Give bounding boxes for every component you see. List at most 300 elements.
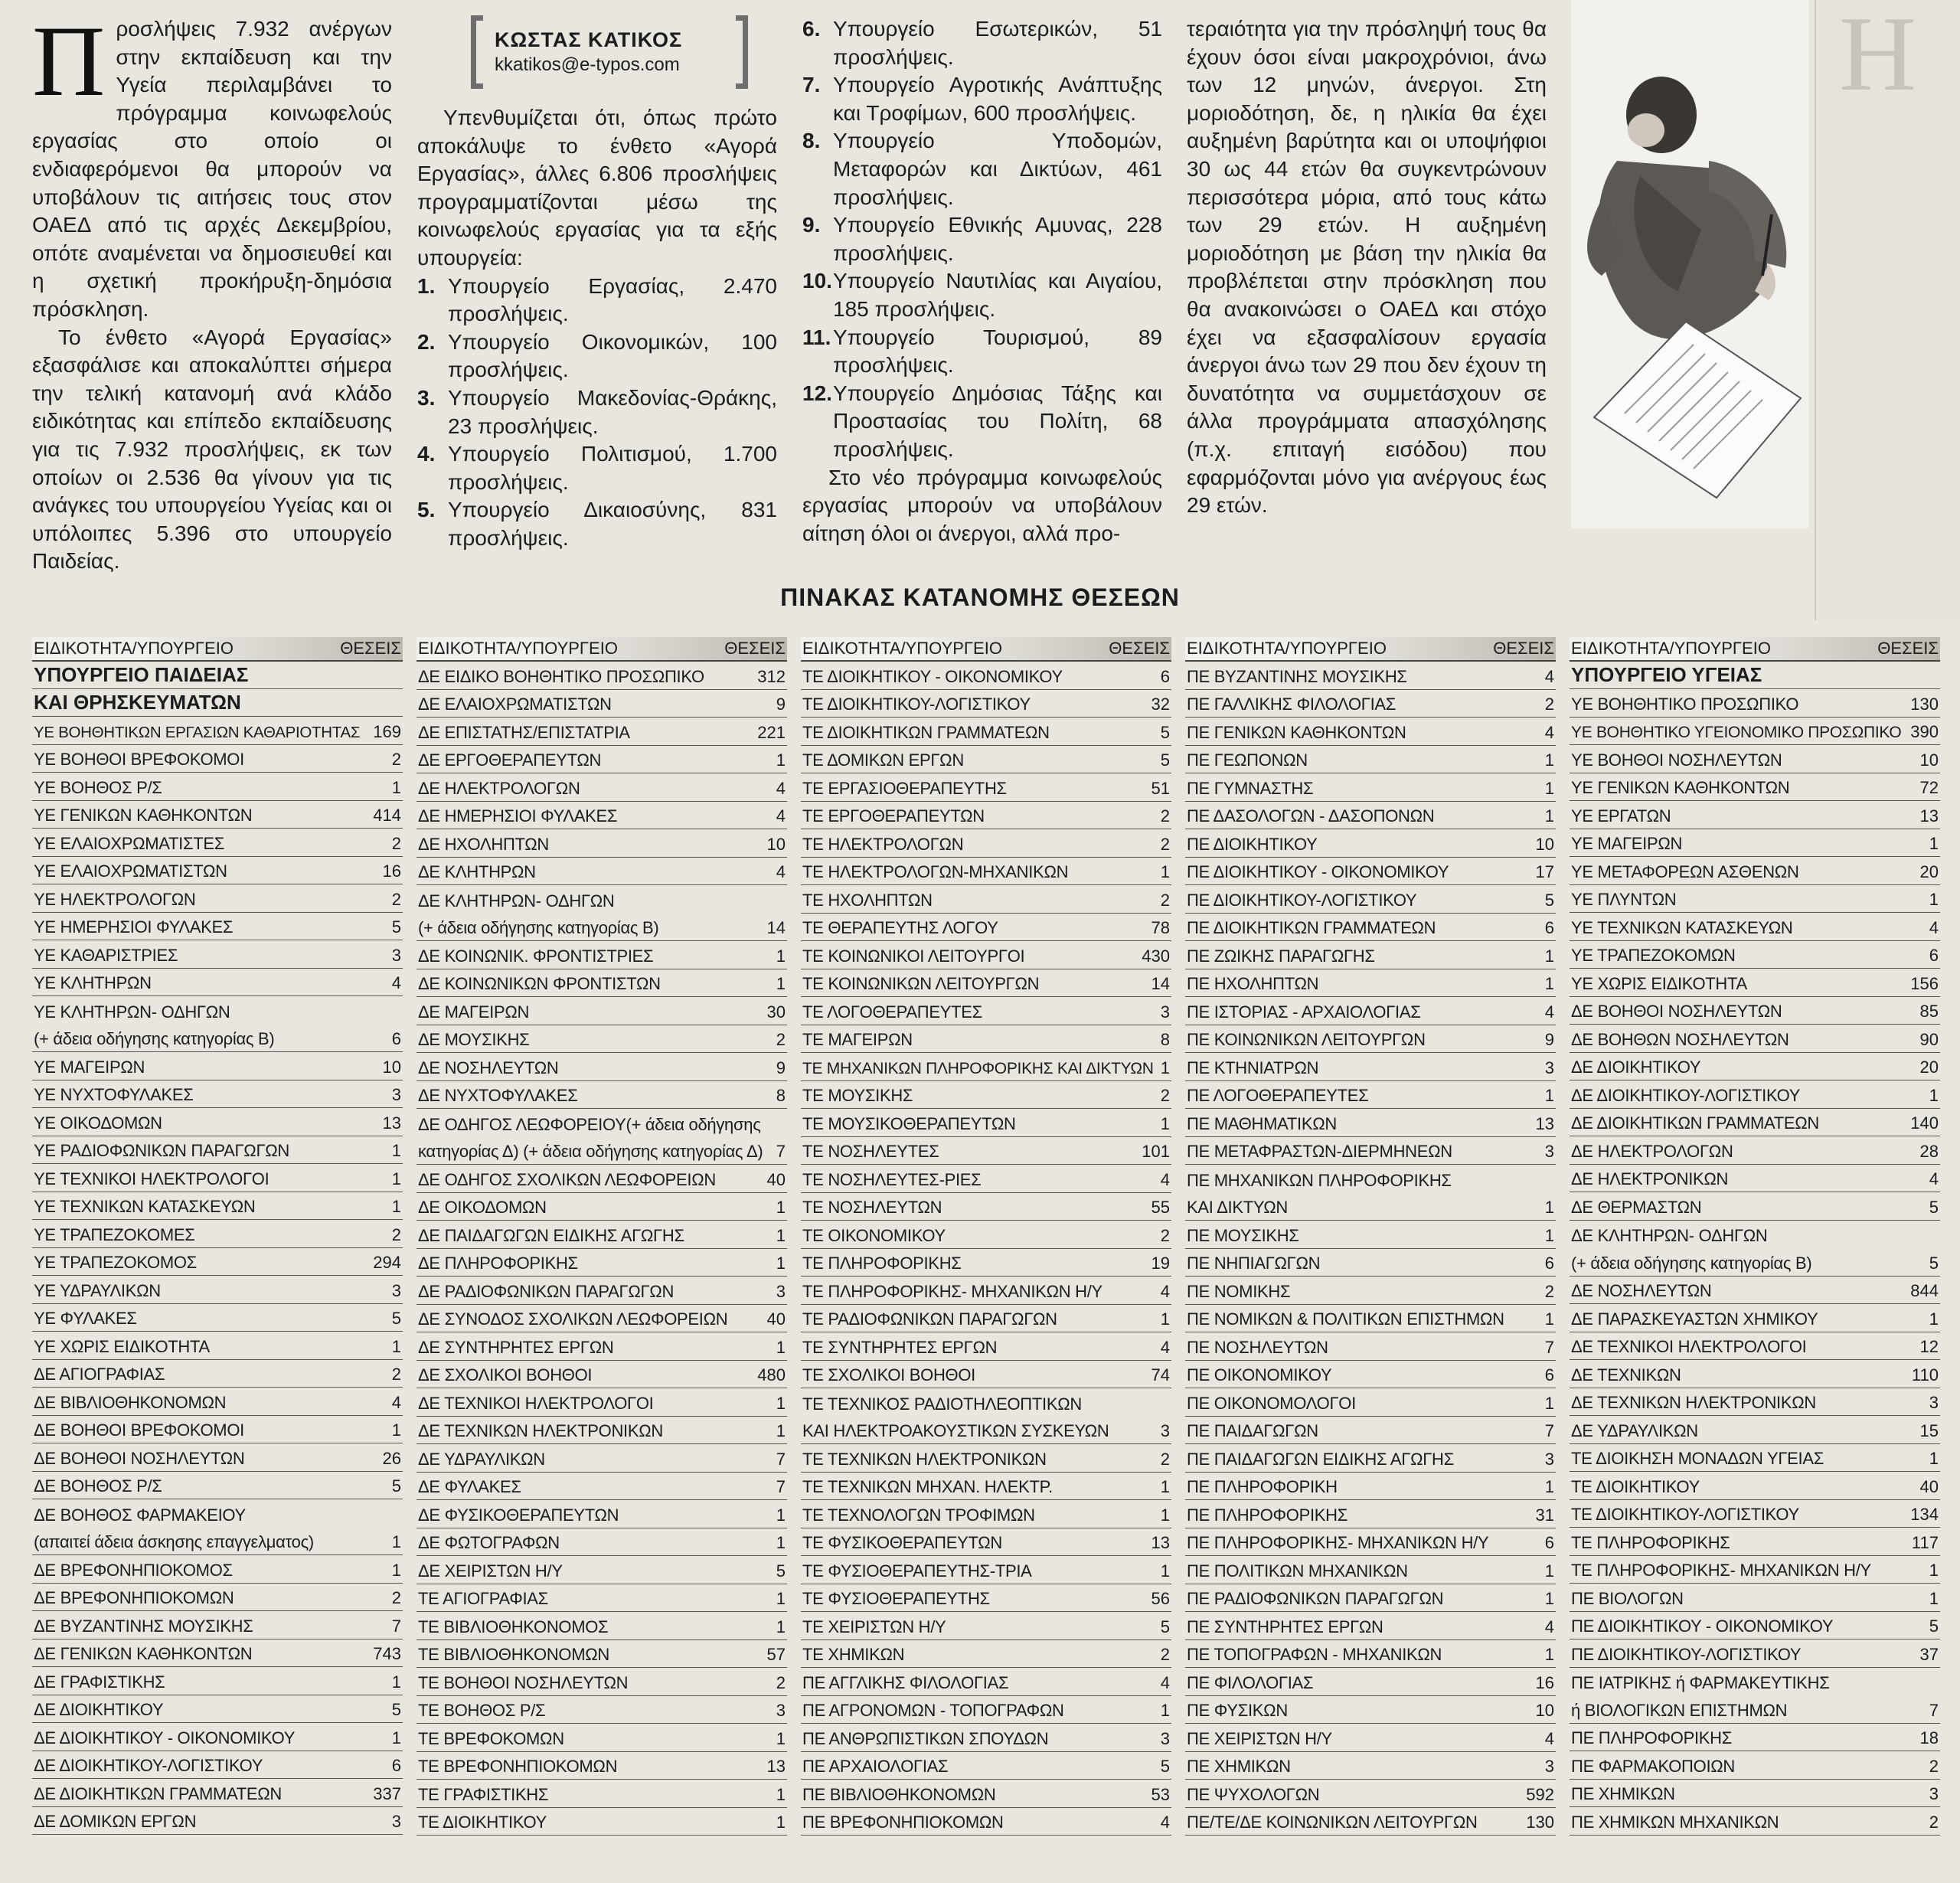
positions-count: 1: [776, 1337, 786, 1357]
table-row: [1185, 1081, 1556, 1110]
specialty-label: ΠΕ ΠΛΗΡΟΦΟΡΙΚΗ: [1187, 1477, 1338, 1496]
specialty-label: ΔΕ ΔΙΟΙΚΗΤΙΚΟΥ-ΛΟΓΙΣΤΙΚΟΥ: [1571, 1085, 1801, 1105]
positions-count: 1: [1929, 1449, 1939, 1468]
specialty-label: ΤΕ ΝΟΣΗΛΕΥΤΕΣ-ΡΙΕΣ: [802, 1169, 982, 1189]
table-row: [1185, 802, 1556, 830]
specialty-label: ΠΕ ΚΟΙΝΩΝΙΚΩΝ ΛΕΙΤΟΥΡΓΩΝ: [1187, 1030, 1426, 1049]
positions-count: 1: [1929, 1309, 1939, 1329]
table-column-1: [32, 637, 403, 1835]
specialty-label: ΠΕ ΖΩΙΚΗΣ ΠΑΡΑΓΩΓΗΣ: [1187, 946, 1375, 966]
positions-count: 4: [391, 1392, 401, 1412]
specialty-label: ΠΕ ΓΥΜΝΑΣΤΗΣ: [1187, 778, 1314, 798]
specialty-label: ΠΕ ΓΕΝΙΚΩΝ ΚΑΘΗΚΟΝΤΩΝ: [1187, 722, 1406, 742]
table-row: [1185, 1193, 1556, 1221]
positions-count: 3: [391, 1085, 401, 1104]
specialty-label: ΠΕ ΧΕΙΡΙΣΤΩΝ Η/Υ: [1187, 1728, 1332, 1748]
header-specialty: ΕΙΔΙΚΟΤΗΤΑ/ΥΠΟΥΡΓΕΙΟ: [34, 639, 234, 658]
lead-text: ροσλήψεις 7.932 ανέργων στην εκπαίδευση και την Υγεία περιλαμβάνει το πρόγραμμα κοινωφελούς εργασίας στο οποίο οι ενδιαφερόμενοι θα μπορούν να υποβάλουν τις αιτήσεις τους στον ΟΑΕΔ από τις αρχές Δεκεμβρίου, οπότε αναμένεται να δημοσιευθεί και η σχετική προκήρυξη-δημόσια πρόσκληση.: [32, 17, 392, 321]
table-row: [1570, 1332, 1940, 1361]
specialty-label: ΔΕ ΒΟΗΘΟΙ ΒΡΕΦΟΚΟΜΟΙ: [34, 1420, 244, 1440]
positions-count: 1: [776, 750, 786, 770]
positions-count: 3: [1929, 1784, 1939, 1803]
positions-count: 5: [1160, 750, 1170, 770]
specialty-label: ΤΕ ΔΙΟΙΚΗΣΗ ΜΟΝΑΔΩΝ ΥΓΕΙΑΣ: [1571, 1449, 1824, 1468]
table-title: ΠΙΝΑΚΑΣ ΚΑΤΑΝΟΜΗΣ ΘΕΣΕΩΝ: [780, 584, 1180, 611]
positions-count: 1: [391, 1141, 401, 1160]
table-row: [32, 773, 403, 801]
specialty-label: ΠΕ ΠΑΙΔΑΓΩΓΩΝ ΕΙΔΙΚΗΣ ΑΓΩΓΗΣ: [1187, 1449, 1454, 1469]
positions-count: 31: [1535, 1505, 1554, 1525]
header-specialty: ΕΙΔΙΚΟΤΗΤΑ/ΥΠΟΥΡΓΕΙΟ: [802, 639, 1002, 658]
specialty-label: ΠΕ ΟΙΚΟΝΟΜΙΚΟΥ: [1187, 1365, 1332, 1384]
positions-count: 1: [1160, 1477, 1170, 1496]
table-row: [416, 1528, 787, 1557]
table-row: [801, 690, 1171, 718]
table-row: [1185, 662, 1556, 690]
table-row: [1570, 1724, 1940, 1752]
table-row: [32, 1136, 403, 1165]
table-row: [1570, 1780, 1940, 1808]
positions-count: 2: [1929, 1756, 1939, 1776]
closing-paragraph: Στο νέο πρόγραμμα κοινωφελούς εργασίας μπορούν να υποβάλουν αίτηση όλοι οι άνεργοι, αλλά προ-: [802, 465, 1162, 545]
table-row: [1570, 1165, 1940, 1193]
positions-count: 337: [373, 1783, 401, 1803]
positions-count: 6: [1929, 946, 1939, 965]
specialty-label: ΤΕ ΜΟΥΣΙΚΟΘΕΡΑΠΕΥΤΩΝ: [802, 1113, 1016, 1133]
positions-count: 2: [1160, 1086, 1170, 1105]
positions-count: 4: [1160, 1337, 1170, 1357]
positions-count: 6: [391, 1756, 401, 1775]
positions-count: 1: [776, 1589, 786, 1608]
specialty-label: ΔΕ ΒΡΕΦΟΝΗΠΙΟΚΟΜΩΝ: [34, 1588, 234, 1607]
positions-count: 5: [1160, 722, 1170, 742]
table-row: [1570, 1528, 1940, 1556]
positions-count: 1: [1160, 1701, 1170, 1720]
ministry-text: Υπουργείο Οικονομικών, 100 προσλήψεις.: [448, 329, 777, 382]
table-header: [1185, 637, 1556, 662]
ministries-list-part-1: [417, 273, 777, 553]
specialty-label: ΔΕ ΜΑΓΕΙΡΩΝ: [418, 1002, 530, 1022]
ministry-text: Υπουργείο Ναυτιλίας και Αιγαίου, 185 προσλήψεις.: [833, 269, 1162, 321]
specialty-label: ΠΕ ΔΙΟΙΚΗΤΙΚΟΥ: [1187, 834, 1318, 854]
table-row: [801, 1724, 1171, 1752]
specialty-label: ΥΕ ΒΟΗΘΗΤΙΚΩΝ ΕΡΓΑΣΙΩΝ ΚΑΘΑΡΙΟΤΗΤΑΣ: [34, 723, 361, 741]
positions-count: 1: [391, 1560, 401, 1580]
ministry-section-heading: ΚΑΙ ΘΡΗΣΚΕΥΜΑΤΩΝ: [32, 689, 403, 717]
specialty-label: ΤΕ ΣΥΝΤΗΡΗΤΕΣ ΕΡΓΩΝ: [802, 1337, 998, 1357]
positions-count: 1: [1544, 1198, 1554, 1217]
table-row: [416, 914, 787, 942]
positions-count: 312: [757, 666, 786, 686]
positions-count: 4: [1544, 666, 1554, 686]
specialty-label: ΠΕ ΝΗΠΙΑΓΩΓΩΝ: [1187, 1254, 1321, 1273]
ministry-text: Υπουργείο Πολιτισμού, 1.700 προσλήψεις.: [448, 442, 777, 494]
specialty-label: ΤΕ ΕΡΓΟΘΕΡΑΠΕΥΤΩΝ: [802, 806, 985, 825]
table-row: [801, 1612, 1171, 1640]
table-row: [1570, 829, 1940, 858]
specialty-label: ΔΕ ΒΡΕΦΟΝΗΠΙΟΚΟΜΟΣ: [34, 1560, 233, 1580]
specialty-label: ΥΕ ΒΟΗΘΟΙ ΝΟΣΗΛΕΥΤΩΝ: [1571, 750, 1782, 770]
ministry-number: 11.: [802, 325, 831, 349]
ministry-text: Υπουργείο Δικαιοσύνης, 831 προσλήψεις.: [448, 498, 777, 550]
table-row: [801, 1165, 1171, 1193]
table-row: [1570, 1807, 1940, 1836]
header-positions: ΘΕΣΕΙΣ: [1493, 639, 1554, 658]
table-row: [1185, 1277, 1556, 1305]
table-row: [1570, 1751, 1940, 1780]
positions-count: 2: [1160, 1645, 1170, 1664]
positions-count: 2: [391, 1365, 401, 1384]
specialty-label: ΔΕ ΗΛΕΚΤΡΟΝΙΚΩΝ: [1571, 1169, 1729, 1188]
intro-paragraph: Υπενθυμίζεται ότι, όπως πρώτο αποκάλυψε το ένθετο «Αγορά Εργασίας», άλλες 6.806 προσλήψεις προγραμματίζονται μέσω της κοινωφελούς εργασίας για τα εξής υπουργεία:: [417, 106, 777, 270]
positions-count: 7: [1544, 1421, 1554, 1440]
author-email: kkatikos@e-typos.com: [495, 54, 680, 75]
table-row: [1570, 1584, 1940, 1612]
positions-count: 6: [1544, 1365, 1554, 1384]
table-row: [801, 1053, 1171, 1081]
positions-count: 1: [1160, 1058, 1170, 1077]
specialty-label: ΔΕ ΔΟΜΙΚΩΝ ΕΡΓΩΝ: [34, 1812, 197, 1831]
specialty-label: ΤΕ ΠΛΗΡΟΦΟΡΙΚΗΣ- ΜΗΧΑΝΙΚΩΝ Η/Υ: [802, 1281, 1102, 1301]
specialty-label: ΥΕ ΟΙΚΟΔΟΜΩΝ: [34, 1113, 162, 1133]
ministry-item: [802, 127, 1162, 211]
specialty-label: ΤΕ ΘΕΡΑΠΕΥΤΗΣ ΛΟΓΟΥ: [802, 918, 998, 937]
positions-count: 40: [766, 1169, 786, 1189]
specialty-label: ΔΕ ΚΛΗΤΗΡΩΝ- ΟΔΗΓΩΝ: [418, 891, 615, 910]
positions-count: 2: [1160, 1449, 1170, 1469]
positions-count: 4: [1160, 1169, 1170, 1189]
specialty-label: ΠΕ ΡΑΔΙΟΦΩΝΙΚΩΝ ΠΑΡΑΓΩΓΩΝ: [1187, 1589, 1444, 1608]
table-row: [801, 746, 1171, 774]
table-row: [801, 1696, 1171, 1724]
article-column-4: [1187, 15, 1547, 520]
specialty-label: ΠΕ ΙΣΤΟΡΙΑΣ - ΑΡΧΑΙΟΛΟΓΙΑΣ: [1187, 1002, 1421, 1022]
specialty-label: ΤΕ ΔΙΟΙΚΗΤΙΚΟΥ-ΛΟΓΙΣΤΙΚΟΥ: [802, 695, 1031, 714]
specialty-label: ΔΕ ΥΔΡΑΥΛΙΚΩΝ: [418, 1449, 545, 1469]
table-row: [416, 1752, 787, 1780]
specialty-label: ΔΕ ΘΕΡΜΑΣΤΩΝ: [1571, 1197, 1702, 1217]
positions-count: 1: [1160, 1113, 1170, 1133]
positions-count: 2: [776, 1030, 786, 1049]
article-column-1: [32, 5, 392, 576]
positions-count: 14: [766, 918, 786, 937]
table-row: [416, 885, 787, 914]
specialty-label: ΤΕ ΚΟΙΝΩΝΙΚΟΙ ΛΕΙΤΟΥΡΓΟΙ: [802, 946, 1025, 966]
table-row: [416, 1444, 787, 1473]
table-row: [1185, 914, 1556, 942]
positions-count: 74: [1151, 1365, 1170, 1384]
positions-count: 3: [1544, 1449, 1554, 1469]
table-row: [32, 884, 403, 913]
specialty-label: ΔΕ ΚΛΗΤΗΡΩΝ- ΟΔΗΓΩΝ: [1571, 1226, 1768, 1245]
positions-count: 78: [1151, 918, 1170, 937]
table-row: [32, 829, 403, 857]
positions-count: 5: [1929, 1197, 1939, 1217]
positions-count: 3: [776, 1281, 786, 1301]
specialty-label: ΔΕ ΔΙΟΙΚΗΤΙΚΟΥ: [1571, 1058, 1701, 1077]
table-row: [416, 1780, 787, 1808]
positions-count: 1: [776, 1421, 786, 1440]
table-row: [1185, 1137, 1556, 1165]
specialty-label: ΔΕ ΕΠΙΣΤΑΤΗΣ/ΕΠΙΣΤΑΤΡΙΑ: [418, 722, 630, 742]
positions-count: 10: [1535, 1701, 1554, 1720]
ministry-item: [802, 267, 1162, 323]
specialty-label: ΠΕ ΦΙΛΟΛΟΓΙΑΣ: [1187, 1672, 1314, 1692]
positions-count: 1: [776, 1617, 786, 1636]
positions-count: 5: [391, 1309, 401, 1328]
specialty-label: ΥΕ ΚΛΗΤΗΡΩΝ: [34, 973, 152, 992]
table-row: [1185, 773, 1556, 802]
positions-count: 130: [1910, 694, 1939, 714]
table-row: [32, 940, 403, 969]
ministry-section-heading: ΥΠΟΥΡΓΕΙΟ ΠΑΙΔΕΙΑΣ: [32, 662, 403, 689]
positions-count: 1: [1544, 806, 1554, 825]
specialty-label: ΠΕ ΔΙΟΙΚΗΤΙΚΟΥ - ΟΙΚΟΝΟΜΙΚΟΥ: [1571, 1617, 1834, 1636]
table-row: [32, 1108, 403, 1136]
table-row: [801, 1025, 1171, 1054]
specialty-label: ΔΕ ΣΥΝΟΔΟΣ ΣΧΟΛΙΚΩΝ ΛΕΩΦΟΡΕΙΩΝ: [418, 1309, 728, 1329]
table-row: [1185, 1612, 1556, 1640]
table-row: [32, 1416, 403, 1444]
table-row: [32, 1025, 403, 1053]
positions-count: 1: [391, 1420, 401, 1440]
ministry-number: 4.: [417, 442, 436, 466]
specialty-label: ΔΕ ΟΙΚΟΔΟΜΩΝ: [418, 1198, 547, 1217]
positions-count: 5: [391, 1476, 401, 1496]
table-row: [1185, 1752, 1556, 1780]
table-row: [801, 941, 1171, 969]
specialty-label: ΤΕ ΚΟΙΝΩΝΙΚΩΝ ΛΕΙΤΟΥΡΓΩΝ: [802, 974, 1040, 993]
article-column-3: [802, 15, 1162, 548]
table-row: [1570, 857, 1940, 885]
specialty-label: ΠΕ ΔΙΟΙΚΗΤΙΚΩΝ ΓΡΑΜΜΑΤΕΩΝ: [1187, 918, 1436, 937]
specialty-label: ΔΕ ΕΛΑΙΟΧΡΩΜΑΤΙΣΤΩΝ: [418, 695, 612, 714]
table-row: [32, 996, 403, 1025]
specialty-label: ΔΕ ΔΙΟΙΚΗΤΙΚΩΝ ΓΡΑΜΜΑΤΕΩΝ: [1571, 1113, 1820, 1133]
ministry-number: 8.: [802, 129, 821, 153]
ministry-item: [417, 273, 777, 329]
table-row: [416, 1640, 787, 1669]
positions-count: 2: [1160, 834, 1170, 854]
specialty-label: ΠΕ ΜΟΥΣΙΚΗΣ: [1187, 1225, 1299, 1245]
ministry-number: 5.: [417, 498, 436, 522]
positions-count: 13: [382, 1113, 401, 1133]
specialty-label: ΥΕ ΥΔΡΑΥΛΙΚΩΝ: [34, 1280, 161, 1300]
positions-count: 4: [1544, 1002, 1554, 1022]
positions-count: 51: [1151, 778, 1170, 798]
positions-count: 3: [391, 945, 401, 965]
specialty-label: ΤΕ ΦΥΣΙΚΟΘΕΡΑΠΕΥΤΩΝ: [802, 1533, 1002, 1552]
specialty-label: ΥΕ ΕΡΓΑΤΩΝ: [1571, 806, 1671, 825]
positions-count: 3: [391, 1280, 401, 1300]
specialty-label: ΤΕ ΤΕΧΝΙΚΩΝ ΜΗΧΑΝ. ΗΛΕΚΤΡ.: [802, 1477, 1053, 1496]
specialty-label: ΠΕ ΜΕΤΑΦΡΑΣΤΩΝ-ΔΙΕΡΜΗΝΕΩΝ: [1187, 1142, 1452, 1161]
ministry-item: [802, 324, 1162, 380]
table-row: [1570, 1080, 1940, 1109]
specialty-label: ΔΕ ΥΔΡΑΥΛΙΚΩΝ: [1571, 1420, 1698, 1440]
table-row: [801, 1556, 1171, 1584]
specialty-label: ΠΕ ΑΝΘΡΩΠΙΣΤΙΚΩΝ ΣΠΟΥΔΩΝ: [802, 1728, 1049, 1748]
table-row: [1185, 1388, 1556, 1417]
table-column-4: [1185, 637, 1556, 1836]
positions-count: 6: [1160, 666, 1170, 686]
table-header: [32, 637, 403, 662]
table-row: [416, 1025, 787, 1054]
table-row: [1185, 718, 1556, 746]
table-row: [1185, 969, 1556, 998]
table-row: [1570, 1025, 1940, 1053]
table-row: [1570, 1360, 1940, 1388]
specialty-label: ΠΕ ΠΛΗΡΟΦΟΡΙΚΗΣ: [1187, 1505, 1348, 1525]
positions-count: 4: [1160, 1813, 1170, 1832]
specialty-label: ΔΕ ΚΛΗΤΗΡΩΝ: [418, 862, 536, 881]
table-row: [801, 1528, 1171, 1557]
specialty-label: ΔΕ ΜΟΥΣΙΚΗΣ: [418, 1030, 530, 1049]
table-row: [416, 1137, 787, 1165]
specialty-label: ΠΕ ΜΗΧΑΝΙΚΩΝ ΠΛΗΡΟΦΟΡΙΚΗΣ: [1187, 1170, 1452, 1190]
specialty-label: ΠΕ ΤΟΠΟΓΡΑΦΩΝ - ΜΗΧΑΝΙΚΩΝ: [1187, 1645, 1442, 1664]
positions-count: 3: [1160, 1002, 1170, 1022]
positions-count: 40: [1919, 1476, 1939, 1496]
header-positions: ΘΕΣΕΙΣ: [1109, 639, 1170, 658]
ministry-text: Υπουργείο Εθνικής Αμυνας, 228 προσλήψεις.: [833, 213, 1162, 265]
specialty-label: ΠΕ ΔΙΟΙΚΗΤΙΚΟΥ - ΟΙΚΟΝΟΜΙΚΟΥ: [1187, 862, 1449, 881]
table-row: [1570, 1472, 1940, 1500]
specialty-label: ΥΕ ΗΛΕΚΤΡΟΛΟΓΩΝ: [34, 889, 196, 909]
positions-count: 53: [1151, 1784, 1170, 1804]
table-row: [1570, 1668, 1940, 1696]
specialty-label: ΠΕ ΒΥΖΑΝΤΙΝΗΣ ΜΟΥΣΙΚΗΣ: [1187, 666, 1407, 686]
positions-count: 1: [1544, 778, 1554, 798]
paragraph-2: Το ένθετο «Αγορά Εργασίας» εξασφάλισε και αποκαλύπτει σήμερα την τελική κατανομή ανά κλάδο ειδικότητας και επίπεδο εκπαίδευσης για τις 7.932 προσλήψεις, εκ των οποίων οι 2.536 θα γίνουν για τις ανάγκες του υπουργείου Υγείας και οι υπόλοιπες 5.396 στο υπουργείο Παιδείας.: [32, 325, 392, 574]
table-row: [1185, 690, 1556, 718]
specialty-label: ΤΕ ΔΙΟΙΚΗΤΙΚΟΥ - ΟΙΚΟΝΟΜΙΚΟΥ: [802, 666, 1063, 686]
positions-count: 1: [391, 1532, 401, 1551]
positions-count: 430: [1142, 946, 1170, 966]
table-row: [1570, 1695, 1940, 1724]
table-row: [1185, 997, 1556, 1025]
specialty-label: ΠΕ ΒΙΟΛΟΓΩΝ: [1571, 1588, 1684, 1608]
table-row: [32, 913, 403, 941]
table-column-2: [416, 637, 787, 1836]
table-row: [1185, 1053, 1556, 1081]
table-row: [32, 1304, 403, 1332]
table-row: [801, 1081, 1171, 1110]
specialty-label: (+ άδεια οδήγησης κατηγορίας Β): [1571, 1253, 1812, 1273]
specialty-label: ΔΕ ΠΑΡΑΣΚΕΥΑΣΤΩΝ ΧΗΜΙΚΟΥ: [1571, 1309, 1818, 1329]
table-row: [1185, 1165, 1556, 1193]
specialty-label: ΔΕ ΤΕΧΝΙΚΟΙ ΗΛΕΚΤΡΟΛΟΓΟΙ: [418, 1393, 654, 1413]
table-row: [416, 829, 787, 858]
table-row: [32, 801, 403, 829]
positions-count: 5: [1160, 1757, 1170, 1776]
ministry-number: 3.: [417, 385, 436, 410]
specialty-label: ΔΕ ΓΕΝΙΚΩΝ ΚΑΘΗΚΟΝΤΩΝ: [34, 1644, 253, 1663]
table-row: [1570, 1277, 1940, 1305]
specialty-label: ΤΕ ΛΟΓΟΘΕΡΑΠΕΥΤΕΣ: [802, 1002, 982, 1022]
specialty-label: ΔΕ ΗΛΕΚΤΡΟΛΟΓΩΝ: [418, 778, 580, 798]
table-row: [32, 1388, 403, 1416]
positions-count: 9: [776, 1058, 786, 1077]
positions-count: 140: [1910, 1113, 1939, 1133]
table-row: [801, 1109, 1171, 1137]
table-row: [1185, 1528, 1556, 1557]
table-row: [1185, 1305, 1556, 1333]
table-row: [1570, 745, 1940, 773]
positions-count: 1: [1544, 1225, 1554, 1245]
positions-count: 28: [1919, 1141, 1939, 1161]
positions-count: 2: [391, 1588, 401, 1607]
ministry-text: Υπουργείο Αγροτικής Ανάπτυξης και Τροφίμων, 600 προσλήψεις.: [833, 73, 1162, 125]
specialty-label: ΔΕ ΠΑΙΔΑΓΩΓΩΝ ΕΙΔΙΚΗΣ ΑΓΩΓΗΣ: [418, 1225, 684, 1245]
positions-count: 5: [776, 1561, 786, 1581]
positions-count: 4: [776, 862, 786, 881]
table-row: [801, 773, 1171, 802]
ministry-text: Υπουργείο Εσωτερικών, 51 προσλήψεις.: [833, 17, 1162, 69]
specialty-label: ΔΕ ΗΜΕΡΗΣΙΟΙ ΦΥΛΑΚΕΣ: [418, 806, 618, 825]
specialty-label: ΤΕ ΜΟΥΣΙΚΗΣ: [802, 1086, 913, 1105]
specialty-label: ΠΕ ΠΛΗΡΟΦΟΡΙΚΗΣ- ΜΗΧΑΝΙΚΩΝ Η/Υ: [1187, 1533, 1489, 1552]
specialty-label: ΠΕ ΧΗΜΙΚΩΝ: [1187, 1757, 1291, 1776]
positions-count: 134: [1910, 1505, 1939, 1524]
table-row: [1185, 1361, 1556, 1389]
positions-count: 10: [382, 1057, 401, 1077]
positions-count: 1: [776, 1198, 786, 1217]
specialty-label: ΥΕ ΠΛΥΝΤΩΝ: [1571, 890, 1677, 909]
positions-count: 1: [1544, 1393, 1554, 1413]
specialty-label: ΔΕ ΒΟΗΘΟΙ ΝΟΣΗΛΕΥΤΩΝ: [1571, 1002, 1782, 1021]
table-row: [32, 1723, 403, 1751]
table-row: [1570, 801, 1940, 829]
positions-count: 1: [1544, 1561, 1554, 1581]
positions-count: 2: [776, 1672, 786, 1692]
positions-count: 1: [1544, 1645, 1554, 1664]
positions-count: 390: [1910, 722, 1939, 741]
specialty-label: ΥΕ ΒΟΗΘΟΙ ΒΡΕΦΟΚΟΜΟΙ: [34, 750, 244, 769]
table-row: [32, 857, 403, 885]
table-row: [1570, 941, 1940, 969]
specialty-label: ΤΕ ΔΙΟΙΚΗΤΙΚΟΥ: [1571, 1476, 1700, 1496]
table-row: [801, 662, 1171, 690]
positions-count: 1: [391, 777, 401, 797]
specialty-label: ΤΕ ΒΡΕΦΟΚΟΜΩΝ: [418, 1728, 564, 1748]
table-row: [32, 1443, 403, 1472]
positions-count: 85: [1919, 1002, 1939, 1021]
continuation-paragraph: τεραιότητα για την πρόσληψή τους θα έχουν όσοι είναι μακροχρόνιοι, άνω των 12 μηνών, άνεργοι. Στη μοριοδότηση, δε, η ηλικία θα έχει αυξημένη βαρύτητα και οι υποψήφιοι 30 ως 44 ετών θα συγκεντρώνουν περισσότερα μόρια, από τους κάτω των 29 ετών. Η αυξημένη μοριοδότηση με βάση την ηλικία θα προβλέπεται στην πρόσκληση που θα ανακοινώσει ο ΟΑΕΔ και στόχο έχει να εξασφαλίσουν εργασία άνεργοι άνω των 29 που δεν έχουν τη δυνατότητα να συμμετάσχουν σε άλλα προγράμματα απασχόλησης (π.χ. επιταγή εισόδου) που εφαρμόζονται μόνο για ανέργους έως 29 ετών.: [1187, 17, 1547, 518]
positions-count: 8: [1160, 1030, 1170, 1049]
table-row: [416, 1277, 787, 1305]
specialty-label: ΔΕ ΕΡΓΟΘΕΡΑΠΕΥΤΩΝ: [418, 750, 602, 770]
table-row: [32, 1248, 403, 1277]
specialty-label: ΤΕ ΧΗΜΙΚΩΝ: [802, 1645, 905, 1664]
specialty-label: ΔΕ ΤΕΧΝΙΚΟΙ ΗΛΕΚΤΡΟΛΟΓΟΙ: [1571, 1337, 1807, 1356]
ministry-section-heading: ΥΠΟΥΡΓΕΙΟ ΥΓΕΙΑΣ: [1570, 662, 1940, 689]
table-row: [801, 1640, 1171, 1669]
positions-count: 1: [776, 974, 786, 993]
positions-count: 5: [1160, 1617, 1170, 1636]
specialty-label: ΔΕ ΒΟΗΘΟΙ ΝΟΣΗΛΕΥΤΩΝ: [34, 1448, 245, 1468]
table-row: [32, 1192, 403, 1221]
table-row: [416, 1556, 787, 1584]
table-row: [32, 1779, 403, 1807]
specialty-label: ΔΕ ΔΙΟΙΚΗΤΙΚΟΥ-ΛΟΓΙΣΤΙΚΟΥ: [34, 1756, 263, 1775]
positions-count: 1: [1544, 946, 1554, 966]
specialty-label: ΠΕ ΠΑΙΔΑΓΩΓΩΝ: [1187, 1421, 1318, 1440]
table-header: [1570, 637, 1940, 662]
specialty-label: ΔΕ ΒΟΗΘΟΣ Ρ/Σ: [34, 1476, 162, 1496]
table-row: [801, 1668, 1171, 1696]
table-row: [416, 1249, 787, 1277]
